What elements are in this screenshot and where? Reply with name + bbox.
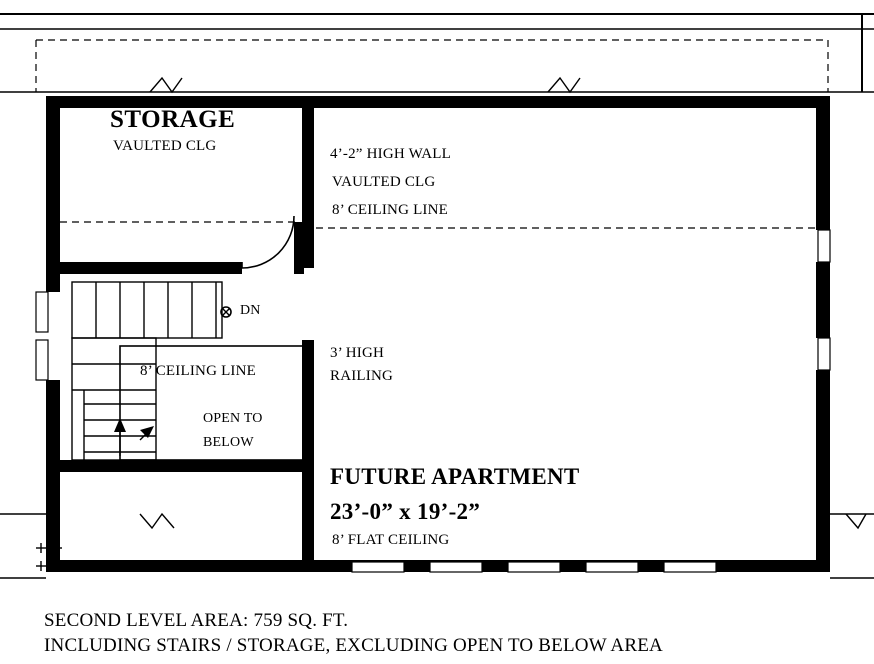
room-label-storage-title: STORAGE bbox=[110, 106, 236, 133]
ceiling-dashed-lines bbox=[60, 222, 816, 228]
footer-area-line1: SECOND LEVEL AREA: 759 SQ. FT. bbox=[44, 610, 349, 631]
interior-walls bbox=[46, 108, 314, 572]
annotation-vaulted-clg: VAULTED CLG bbox=[332, 174, 436, 190]
room-label-apartment-dimensions: 23’-0” x 19’-2” bbox=[330, 499, 481, 524]
storage-door-swing bbox=[242, 216, 294, 268]
roof-overhang-lines bbox=[0, 14, 874, 92]
break-symbol-bottom-right bbox=[846, 514, 866, 528]
annotation-railing-line2: RAILING bbox=[330, 368, 394, 384]
overhang-dashed-line bbox=[36, 40, 828, 92]
room-label-apartment-title: FUTURE APARTMENT bbox=[330, 464, 580, 489]
room-label-storage-subtitle: VAULTED CLG bbox=[113, 138, 217, 154]
footer-area-line2: INCLUDING STAIRS / STORAGE, EXCLUDING OPEN TO BELOW AREA bbox=[44, 635, 663, 656]
annotation-stair-direction: DN bbox=[240, 303, 261, 318]
annotation-ceiling-line-top: 8’ CEILING LINE bbox=[332, 202, 449, 218]
annotation-open-to-below-line2: BELOW bbox=[203, 435, 254, 450]
break-symbol-bottom-left bbox=[140, 514, 174, 528]
annotation-ceiling-line-lower: 8’ CEILING LINE bbox=[140, 363, 257, 379]
room-label-apartment-subtitle: 8’ FLAT CEILING bbox=[332, 532, 450, 548]
annotation-railing-line1: 3’ HIGH bbox=[330, 345, 385, 361]
window-openings-left bbox=[36, 292, 48, 380]
annotation-high-wall: 4’-2” HIGH WALL bbox=[330, 146, 452, 162]
break-symbol-top-left bbox=[150, 78, 182, 92]
break-symbol-top-right bbox=[548, 78, 580, 92]
annotation-open-to-below-line1: OPEN TO bbox=[203, 411, 263, 426]
